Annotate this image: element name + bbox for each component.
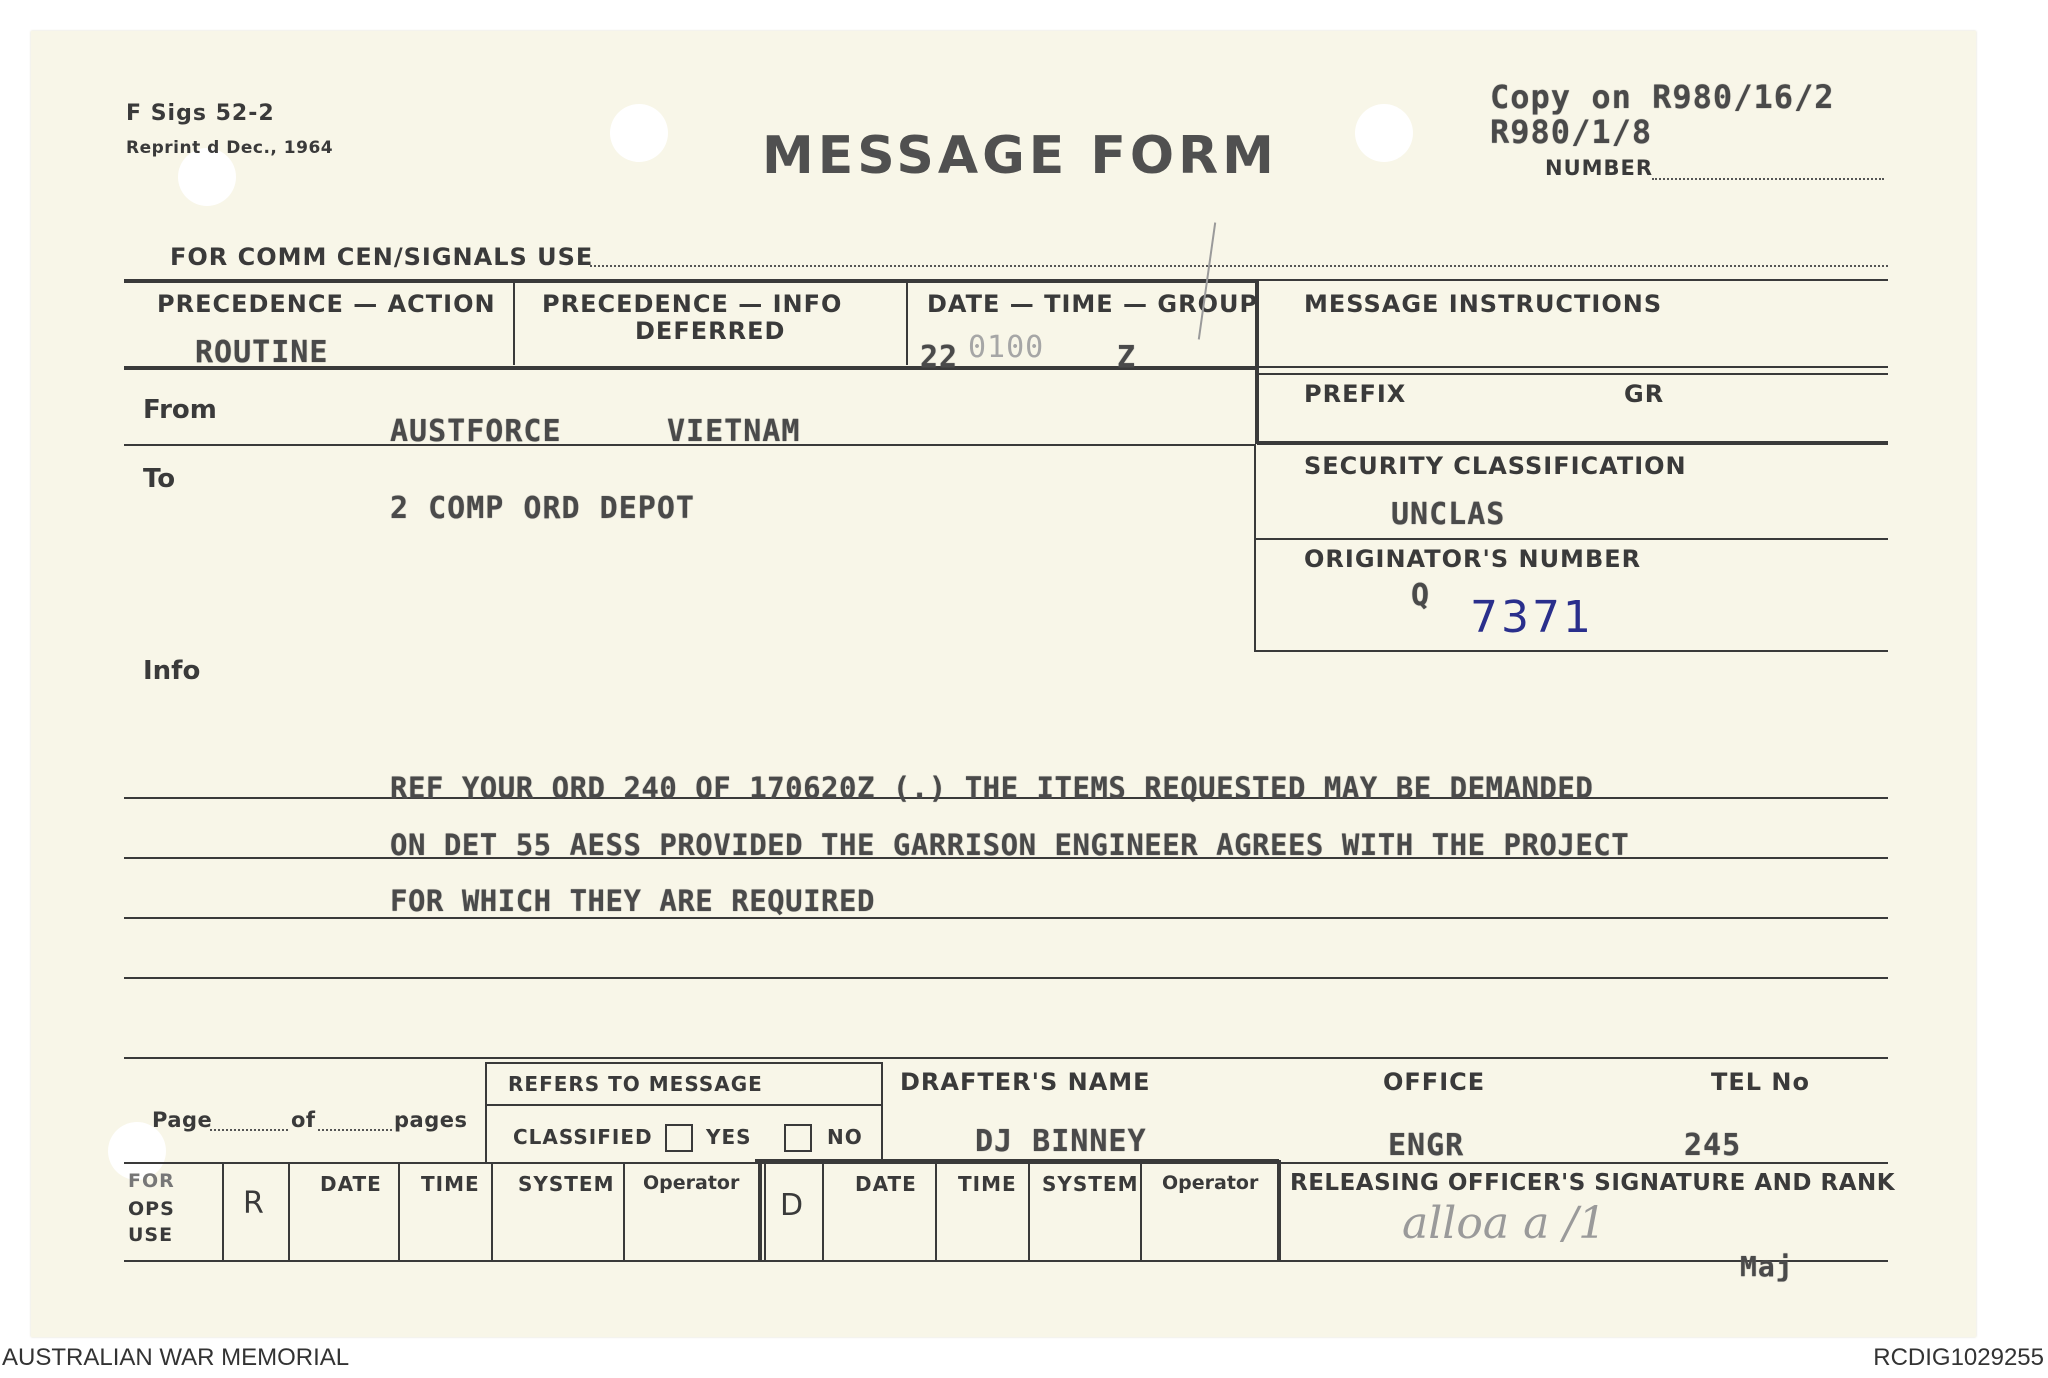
dtg-label: DATE — TIME — GROUP <box>927 290 1259 318</box>
divider <box>1256 279 1888 281</box>
divider <box>1140 1164 1142 1260</box>
dtg-zone[interactable]: Z <box>1117 340 1137 375</box>
divider <box>755 1159 1279 1163</box>
message-body-line-2[interactable]: ON DET 55 AESS PROVIDED THE GARRISON ENGINEER AGREES WITH THE PROJECT <box>390 828 1630 862</box>
despatched-d-label: D <box>780 1188 804 1223</box>
tel-no-value[interactable]: 245 <box>1684 1128 1742 1163</box>
prefix-label: PREFIX <box>1304 380 1407 408</box>
divider <box>124 1260 1888 1262</box>
pages-label: pages <box>394 1108 468 1132</box>
divider <box>1256 538 1888 540</box>
message-body-line-1[interactable]: REF YOUR ORD 240 OF 170620Z (.) THE ITEMS REQUESTED MAY BE DEMANDED <box>390 771 1594 805</box>
classified-yes-checkbox[interactable] <box>665 1124 693 1152</box>
text-rule <box>124 1057 1888 1059</box>
to-label: To <box>143 464 176 494</box>
punch-hole <box>1355 104 1413 162</box>
d-time-label: TIME <box>958 1172 1017 1196</box>
divider <box>513 281 515 365</box>
security-classification-value[interactable]: UNCLAS <box>1391 497 1506 532</box>
divider <box>935 1164 937 1260</box>
deferred-label: DEFERRED <box>635 317 786 345</box>
divider <box>881 1062 883 1162</box>
for-ops-use-label: USE <box>128 1224 174 1246</box>
drafters-name-value[interactable]: DJ BINNEY <box>975 1124 1147 1159</box>
divider <box>1028 1164 1030 1260</box>
divider <box>764 1164 766 1260</box>
number-field[interactable] <box>1652 178 1884 180</box>
for-ops-use-label: FOR <box>128 1170 175 1192</box>
releasing-officer-rank[interactable]: Maj <box>1740 1250 1794 1283</box>
comm-cen-field[interactable] <box>590 265 1888 267</box>
classified-no-checkbox[interactable] <box>784 1124 812 1152</box>
divider <box>491 1164 493 1260</box>
originator-number-label: ORIGINATOR'S NUMBER <box>1304 545 1642 573</box>
gr-label: GR <box>1624 380 1665 408</box>
copy-note-file: R980/1/8 <box>1490 113 1653 151</box>
releasing-officer-signature[interactable]: alloa a /1 <box>1402 1198 1607 1249</box>
divider <box>1257 373 1888 375</box>
precedence-action-value[interactable]: ROUTINE <box>195 335 329 370</box>
security-classification-label: SECURITY CLASSIFICATION <box>1304 452 1687 480</box>
page-title: MESSAGE FORM <box>762 126 1278 186</box>
comm-cen-label: FOR COMM CEN/SIGNALS USE <box>170 243 594 271</box>
office-label: OFFICE <box>1383 1068 1486 1096</box>
divider <box>758 1164 762 1260</box>
form-code: F Sigs 52-2 <box>126 101 275 126</box>
text-rule <box>124 977 1888 979</box>
divider <box>485 1062 487 1162</box>
from-value-vietnam[interactable]: VIETNAM <box>667 414 801 449</box>
r-operator-label: Operator <box>643 1172 740 1194</box>
d-operator-label: Operator <box>1162 1172 1259 1194</box>
r-date-label: DATE <box>320 1172 382 1196</box>
archive-reference: RCDIG1029255 <box>1873 1344 2044 1371</box>
divider <box>485 1062 883 1064</box>
divider <box>1257 441 1888 445</box>
releasing-officer-label: RELEASING OFFICER'S SIGNATURE AND RANK <box>1290 1170 1896 1196</box>
info-label: Info <box>143 656 201 686</box>
divider <box>1277 1160 1281 1260</box>
divider <box>124 279 1258 283</box>
divider <box>222 1164 224 1260</box>
classified-no-label: NO <box>827 1125 863 1149</box>
text-rule <box>124 917 1888 919</box>
divider <box>1254 446 1256 652</box>
r-system-label: SYSTEM <box>518 1172 615 1196</box>
number-label: NUMBER <box>1545 156 1654 180</box>
dtg-time[interactable]: 0100 <box>968 330 1045 365</box>
divider <box>906 281 908 365</box>
message-instructions-label: MESSAGE INSTRUCTIONS <box>1304 290 1663 318</box>
dtg-day[interactable]: 22 <box>920 340 959 375</box>
precedence-info-label: PRECEDENCE — INFO <box>542 290 843 318</box>
divider <box>398 1164 400 1260</box>
page-label: Page <box>152 1108 213 1132</box>
office-value[interactable]: ENGR <box>1388 1128 1465 1163</box>
from-value-austforce[interactable]: AUSTFORCE <box>390 414 562 449</box>
page-total-field[interactable] <box>318 1129 392 1131</box>
r-time-label: TIME <box>421 1172 480 1196</box>
originator-prefix[interactable]: Q <box>1411 578 1431 613</box>
archive-credit: AUSTRALIAN WAR MEMORIAL <box>2 1344 350 1371</box>
divider <box>822 1164 824 1260</box>
divider <box>1256 650 1888 652</box>
message-body-line-3[interactable]: FOR WHICH THEY ARE REQUIRED <box>390 884 875 918</box>
refers-to-message-label: REFERS TO MESSAGE <box>508 1072 763 1096</box>
from-label: From <box>143 395 217 425</box>
to-value[interactable]: 2 COMP ORD DEPOT <box>390 491 695 526</box>
precedence-action-label: PRECEDENCE — ACTION <box>157 290 496 318</box>
divider <box>1257 366 1888 368</box>
copy-note: Copy on R980/16/2 <box>1490 78 1835 116</box>
drafters-name-label: DRAFTER'S NAME <box>900 1068 1151 1096</box>
received-r-label: R <box>243 1186 264 1221</box>
classified-label: CLASSIFIED <box>513 1125 653 1149</box>
punch-hole <box>610 104 668 162</box>
of-label: of <box>291 1108 316 1132</box>
for-ops-use-label: OPS <box>128 1198 175 1220</box>
originator-number-value[interactable]: 7371 <box>1470 592 1594 643</box>
divider <box>623 1164 625 1260</box>
divider <box>288 1164 290 1260</box>
d-system-label: SYSTEM <box>1042 1172 1139 1196</box>
page-number-field[interactable] <box>210 1129 288 1131</box>
classified-yes-label: YES <box>706 1125 752 1149</box>
reprint-date: Reprint d Dec., 1964 <box>126 138 334 158</box>
d-date-label: DATE <box>855 1172 917 1196</box>
divider <box>485 1104 883 1106</box>
tel-no-label: TEL No <box>1711 1068 1810 1096</box>
